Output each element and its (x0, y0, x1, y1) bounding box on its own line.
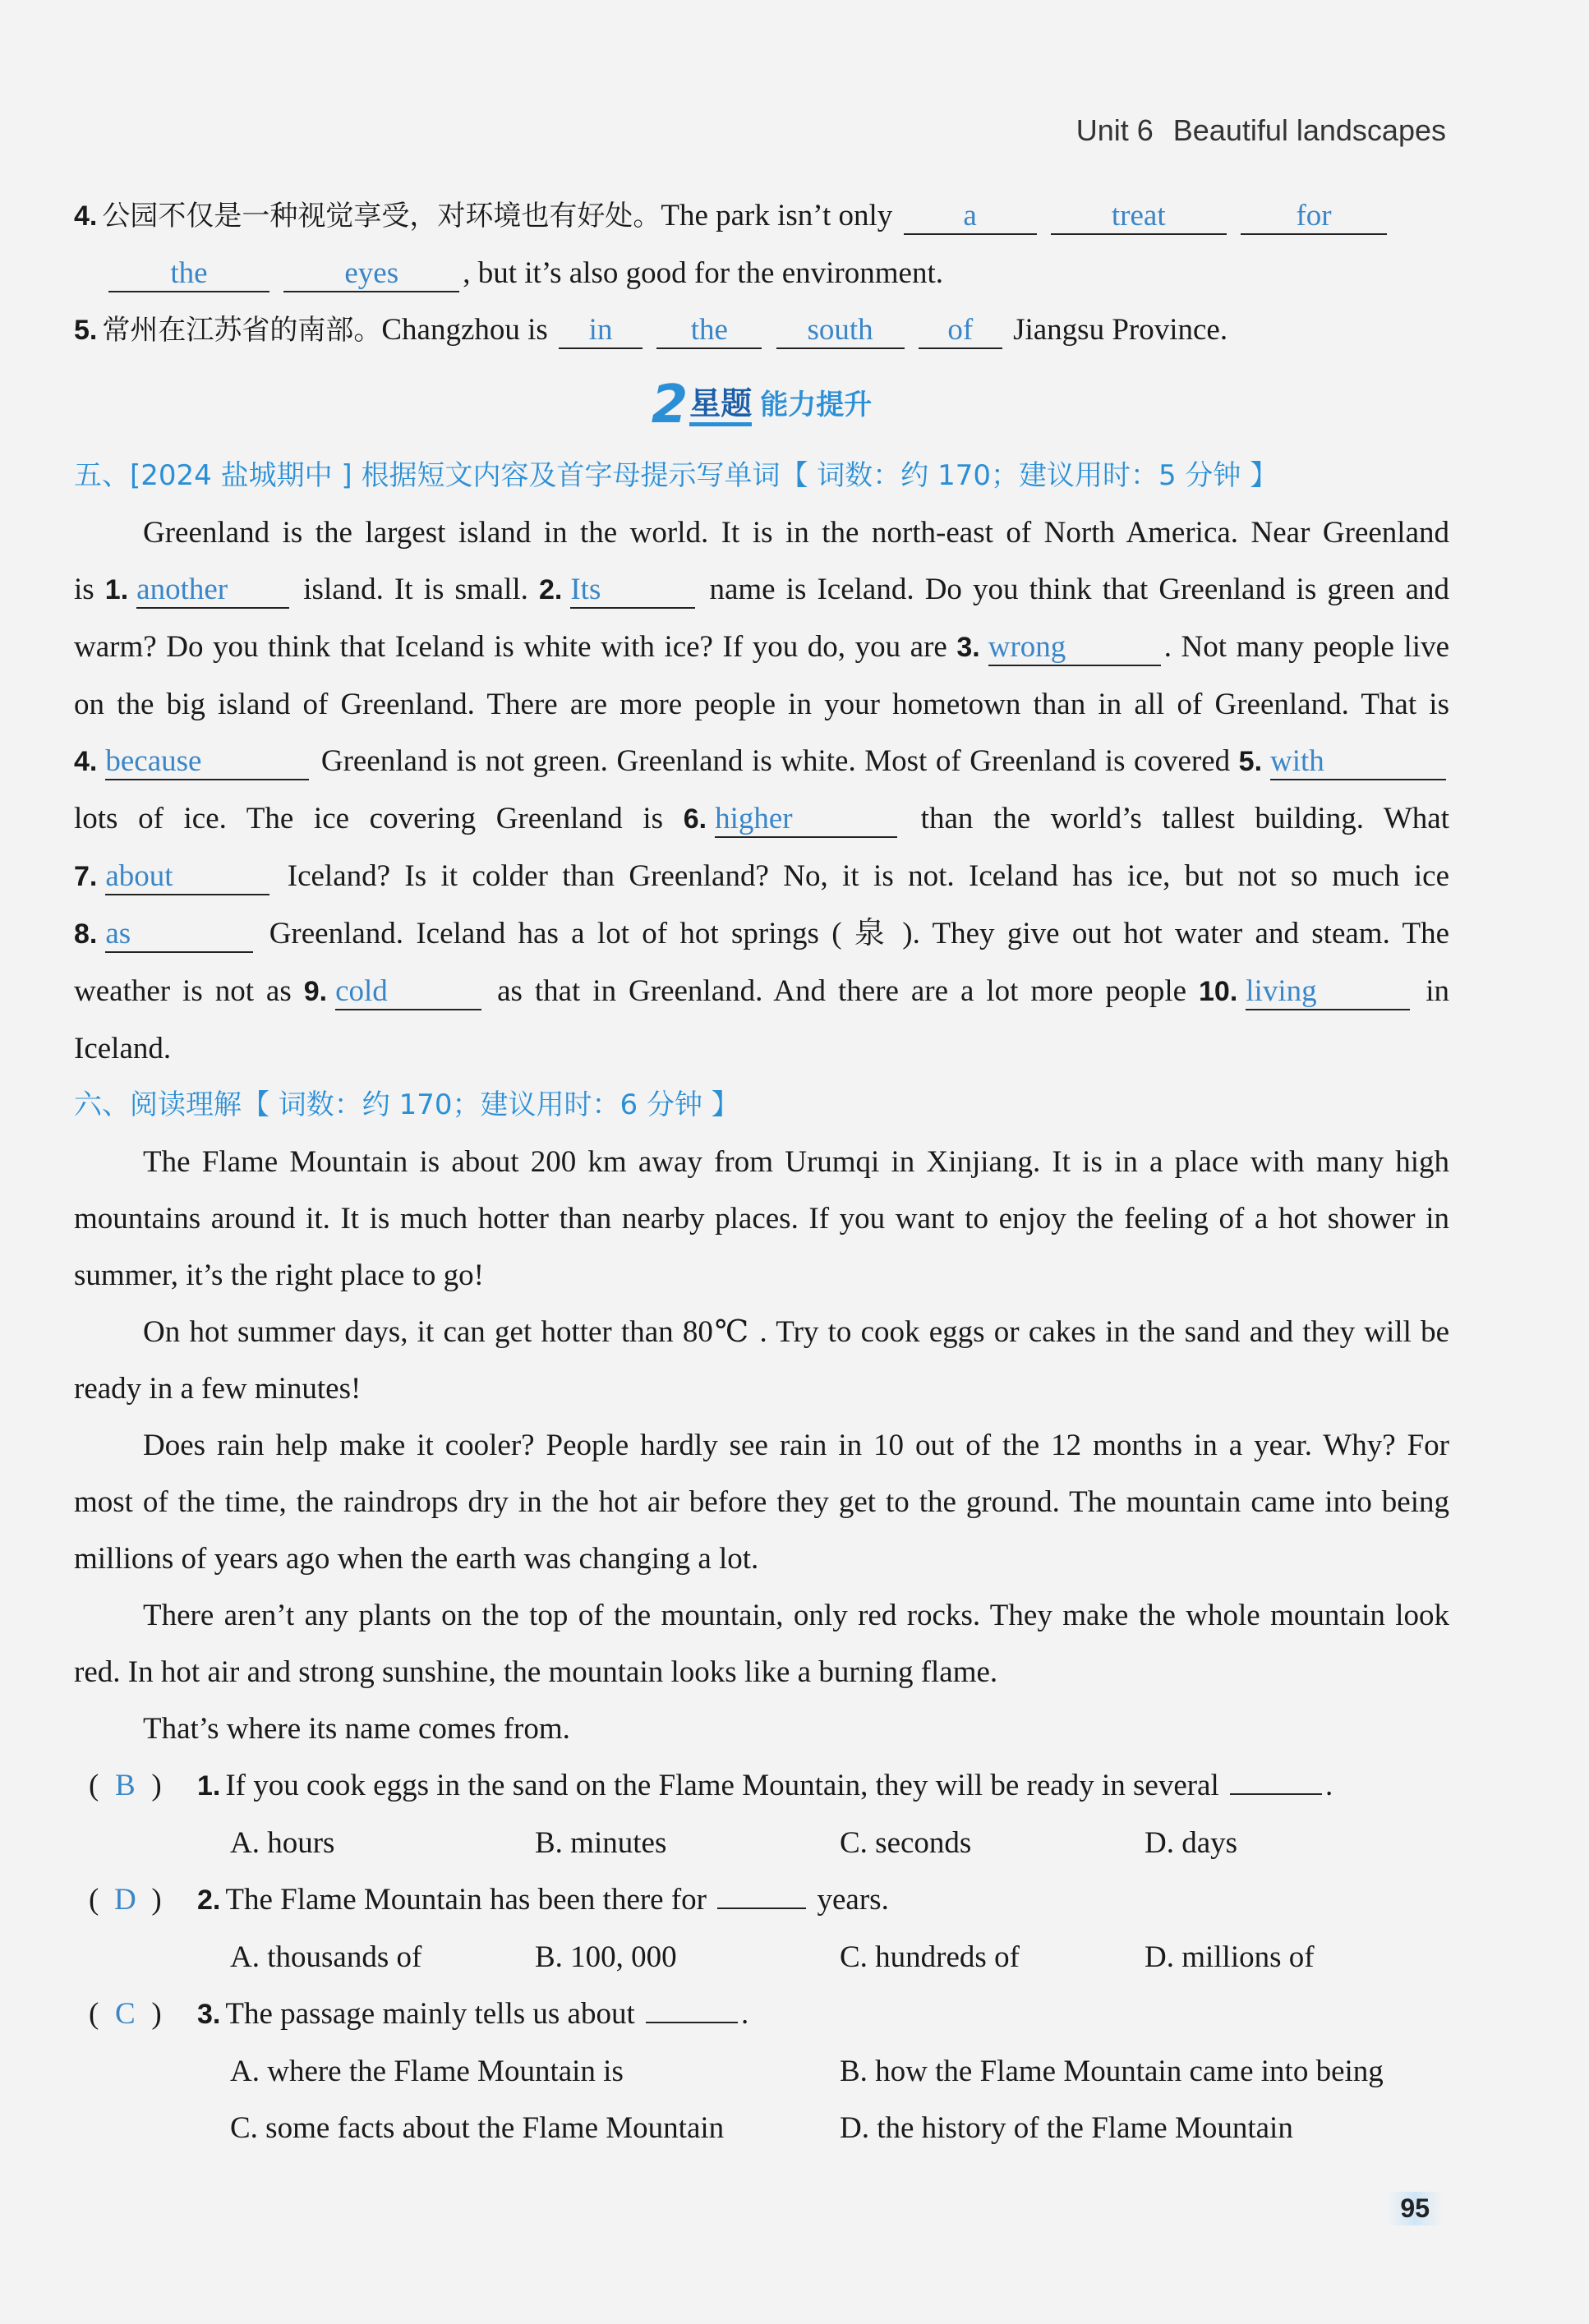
question-blank (1230, 1793, 1322, 1795)
answer-blank: south (776, 313, 905, 349)
question-number: 3. (197, 1999, 221, 2030)
blank-number: 10. (1199, 976, 1238, 1007)
option-b: B. 100, 000 (535, 1940, 677, 1974)
text-segment: warm? Do you think that Iceland is white with ice? If you do, you are (74, 630, 947, 664)
answer-blank: wrong (988, 630, 1161, 666)
options-row (74, 1929, 1449, 1986)
passage-line: red. In hot air and strong sunshine, the mountain looks like a burning flame. (74, 1655, 998, 1689)
passage-line: The Flame Mountain is about 200 km away from Urumqi in Xinjiang. It is in a place with many high (143, 1145, 1449, 1179)
question-stem: If you cook eggs in the sand on the Flame Mountain, they will be ready in several (225, 1769, 1219, 1802)
page-number: 95 (1387, 2192, 1443, 2225)
passage-line: Does rain help make it cooler? People hardly see rain in 10 out of the 12 months in a year. Why? For (143, 1429, 1449, 1462)
section-title-text: 六、阅读理解 (74, 1088, 242, 1121)
blank-number: 2. (539, 574, 563, 605)
passage-line (74, 619, 1449, 676)
unit-header (1076, 113, 1446, 148)
chinese-sentence: 公园不仅是一种视觉享受，对环境也有好处。 (102, 200, 661, 232)
options-row (74, 2043, 1449, 2100)
translation-question-4 (74, 187, 1449, 245)
answer-blank: another (136, 573, 289, 609)
star-level-number: 2 (651, 375, 689, 436)
answer-blank: in (559, 313, 643, 349)
passage-line (74, 790, 1449, 848)
answer-blank: for (1241, 199, 1387, 235)
option-b: B. how the Flame Mountain came into being (840, 2055, 1384, 2088)
option-c: C. some facts about the Flame Mountain (230, 2111, 725, 2145)
question-blank (646, 2022, 738, 2023)
answer-blank: the (108, 256, 269, 292)
blank-number: 6. (683, 803, 707, 835)
text-segment: Greenland is not green. Greenland is white. Most of Greenland is covered (320, 744, 1231, 778)
english-sentence-start: The park isn’t only (661, 199, 893, 232)
text-segment: island. It is small. (303, 573, 528, 606)
question-stem-end: . (1325, 1769, 1333, 1802)
unit-title: Beautiful landscapes (1172, 113, 1446, 147)
answer-blank: because (105, 744, 309, 780)
passage-line: Greenland is the largest island in the world. It is in the north-east of North America. Near Greenland (143, 516, 1449, 550)
option-a: A. thousands of (230, 1940, 422, 1974)
text-segment: in (1425, 974, 1450, 1008)
reading-question-1 (74, 1757, 1449, 1815)
blank-number: 9. (303, 976, 328, 1007)
section-6-title (74, 1077, 1449, 1134)
option-a: A. hours (230, 1826, 335, 1860)
answer-blank: of (919, 313, 1002, 349)
passage-line: On hot summer days, it can get hotter than 80℃ . Try to cook eggs or cakes in the sand and they will be (143, 1315, 1449, 1349)
question-number: 1. (197, 1770, 221, 1802)
answer-letter: D (113, 1883, 136, 1917)
answer-blank: eyes (283, 256, 459, 292)
question-stem-end: . (740, 1997, 749, 2031)
passage-line (74, 963, 1449, 1020)
passage-line: on the big island of Greenland. There are more people in your hometown than in all of Greenland. That is (74, 688, 1449, 721)
option-c: C. hundreds of (840, 1940, 1020, 1974)
answer-blank: Its (570, 573, 695, 609)
english-sentence-end: , but it’s also good for the environment. (463, 256, 943, 290)
option-d: D. millions of (1145, 1940, 1315, 1974)
banner-subtitle: 能力提升 (760, 389, 873, 422)
answer-blank: a (904, 199, 1037, 235)
blank-number: 7. (74, 861, 98, 892)
option-b: B. minutes (535, 1826, 667, 1860)
english-sentence-start: Changzhou is (381, 313, 548, 347)
answer-blank: higher (715, 802, 897, 838)
question-number: 5. (74, 315, 98, 346)
options-row (74, 1815, 1449, 1871)
passage-line: There aren’t any plants on the top of the mountain, only red rocks. They make the whole mountain look (143, 1599, 1449, 1632)
question-number: 4. (74, 200, 98, 232)
blank-number: 4. (74, 746, 98, 777)
text-segment: name is Iceland. Do you think that Greenland is green and (709, 573, 1450, 606)
page-content (74, 187, 1449, 2156)
passage-line: That’s where its name comes from. (143, 1712, 570, 1746)
blank-number: 5. (1238, 746, 1263, 777)
section-5-title (74, 448, 1449, 504)
option-d: D. the history of the Flame Mountain (840, 2111, 1293, 2145)
text-segment: Iceland? Is it colder than Greenland? No, it is not. Iceland has ice, but not so much ice (287, 859, 1450, 893)
question-stem: The Flame Mountain has been there for (225, 1883, 707, 1917)
option-a: A. where the Flame Mountain is (230, 2055, 624, 2088)
text-segment: weather is not as (74, 974, 292, 1008)
passage-line: most of the time, the raindrops dry in the hot air before they get to the ground. The mountain came into being (74, 1485, 1449, 1519)
passage-line (74, 848, 1449, 905)
option-c: C. seconds (840, 1826, 972, 1860)
answer-blank: cold (335, 974, 481, 1010)
passage-line: Iceland. (74, 1032, 172, 1065)
answer-blank: about (105, 859, 269, 895)
passage-line: summer, it’s the right place to go! (74, 1259, 484, 1292)
text-segment: lots of ice. The ice covering Greenland is (74, 802, 664, 835)
question-stem: The passage mainly tells us about (225, 1997, 635, 2031)
text-segment: than the world’s tallest building. What (920, 802, 1450, 835)
blank-number: 3. (956, 632, 980, 663)
question-blank (717, 1908, 806, 1909)
reading-question-3 (74, 1986, 1449, 2043)
reading-question-2 (74, 1871, 1449, 1929)
question-stem-end: years. (817, 1883, 889, 1917)
translation-question-5 (74, 301, 1449, 359)
text-segment: Greenland. Iceland has a lot of hot springs ( 泉 ). They give out hot water and steam. The (269, 917, 1450, 950)
question-number: 2. (197, 1885, 221, 1916)
option-d: D. days (1145, 1826, 1238, 1860)
star-level-word: 星题 (689, 384, 752, 426)
text-segment: . Not many people live (1163, 630, 1450, 664)
text-segment: as that in Greenland. And there are a lot more people (497, 974, 1187, 1008)
passage-line: mountains around it. It is much hotter than nearby places. If you want to enjoy the feeling of a hot shower in (74, 1202, 1449, 1236)
blank-number: 1. (104, 574, 129, 605)
answer-parentheses: ( B ) (74, 1757, 197, 1814)
difficulty-banner (74, 366, 1449, 444)
unit-label: Unit 6 (1075, 113, 1154, 147)
options-row (74, 2100, 1449, 2156)
answer-parentheses: ( D ) (74, 1871, 197, 1928)
section-meta: 【 词数：约 170；建议用时：5 分钟 】 (780, 459, 1278, 492)
chinese-sentence: 常州在江苏省的南部。 (102, 314, 382, 347)
passage-line (74, 905, 1449, 963)
passage-line: millions of years ago when the earth was changing a lot. (74, 1542, 759, 1576)
answer-blank: treat (1051, 199, 1227, 235)
text-segment: is (74, 573, 94, 606)
section-title-text: 五、[2024 盐城期中 ] 根据短文内容及首字母提示写单词 (74, 459, 781, 492)
translation-question-4-continued (74, 245, 1449, 301)
passage-line (74, 733, 1449, 790)
section-meta: 【 词数：约 170；建议用时：6 分钟 】 (242, 1088, 739, 1121)
answer-blank: as (105, 917, 253, 953)
answer-parentheses: ( C ) (74, 1986, 197, 2042)
answer-blank: with (1270, 744, 1446, 780)
answer-blank: the (656, 313, 762, 349)
passage-line (74, 561, 1449, 619)
answer-letter: B (114, 1769, 136, 1802)
english-sentence-end: Jiangsu Province. (1013, 313, 1228, 347)
answer-letter: C (114, 1997, 136, 2031)
answer-blank: living (1246, 974, 1410, 1010)
passage-line: ready in a few minutes! (74, 1372, 362, 1406)
blank-number: 8. (74, 918, 98, 950)
